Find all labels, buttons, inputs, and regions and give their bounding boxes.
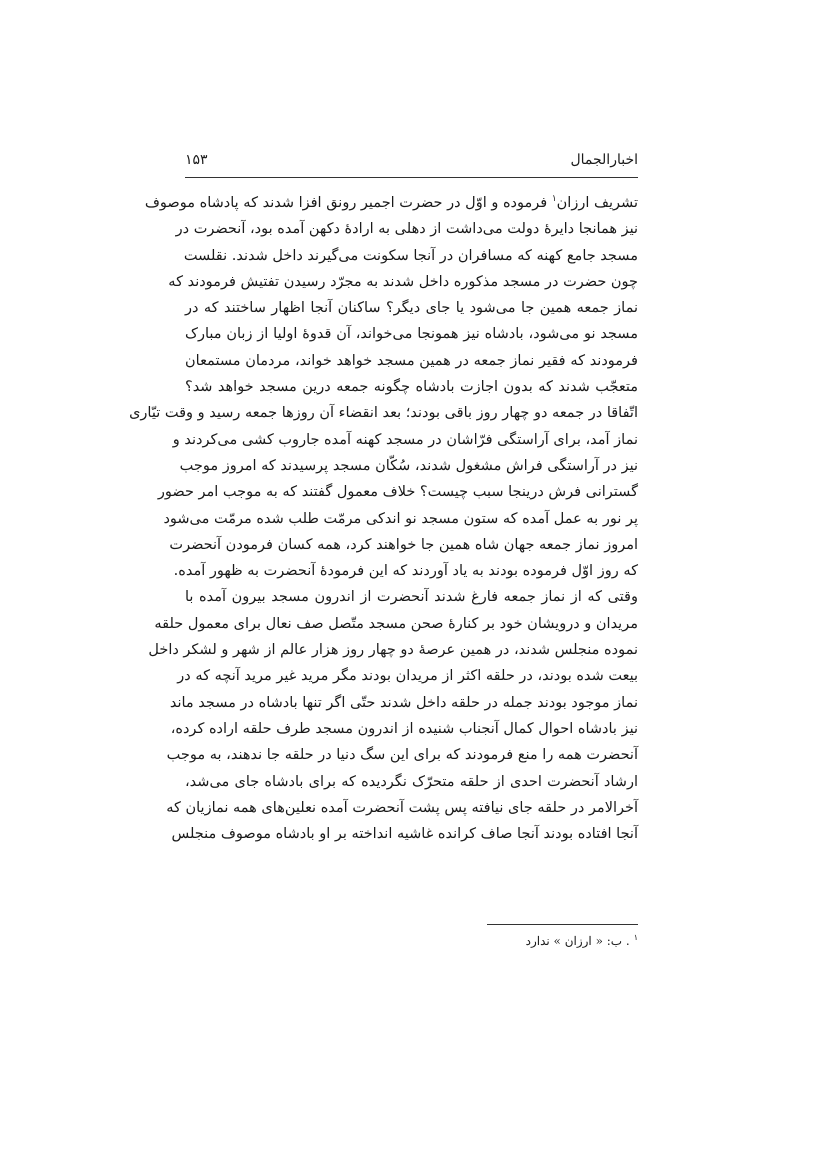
text-line	[144, 190, 638, 216]
text-line: آنجا افتاده بودند آنجا صاف کرانده غاشیه انداخته بر او بادشاه موصوف منجلس	[171, 826, 638, 843]
text-line: نماز موجود بودند جمله در حلقه داخل شدند حتّی اگر تنها بادشاه در مسجد ماند	[169, 694, 638, 711]
page-header	[185, 148, 638, 174]
text-line: که روز اوّل فرموده بودند به یاد آوردند که این فرمودهٔ آنحضرت به ظهور آمده.	[173, 563, 638, 580]
text-line: نیز در آراستگی فراش مشغول شدند، سُکّان مسجد پرسیدند که امروز موجب	[179, 457, 638, 474]
page-number: ۱۵۳	[185, 152, 208, 168]
text-line-start: تشریف ارزان	[556, 195, 638, 211]
text-line: فرمودند که فقیر نماز جمعه در همین مسجد خواهد خواند، مردمان مستمعان	[185, 352, 638, 369]
text-line: نیز بادشاه احوال کمال آنجناب شنیده از اندرون مسجد طرف حلقه اراده کرده،	[170, 720, 638, 737]
text-line: آخرالامر در حلقه جای نیافته پس پشت آنحضرت آمده نعلین‌های همه نمازیان که	[166, 799, 638, 816]
footnote	[185, 930, 638, 952]
text-line-end: فرموده و اوّل در حضرت اجمیر رونق افزا شدند که پادشاه موصوف	[144, 195, 548, 211]
text-line: آنحضرت همه را منع فرمودند که برای این سگ دنیا در حلقه جا ندهند، به موجب	[166, 747, 638, 764]
text-line: چون حضرت در مسجد مذکوره داخل شدند به مجرّد رسیدن تفتیش فرمودند که	[168, 273, 638, 290]
text-line: وقتی که از نماز جمعه فارغ شدند آنحضرت از اندرون مسجد بیرون آمده با	[185, 589, 638, 606]
text-line: مریدان و درویشان خود بر کنارهٔ صحن مسجد متّصل صف نعال برای معمول حلقه	[154, 615, 638, 632]
text-line: متعجّب شدند که بدون اجازت بادشاه چگونه جمعه درین مسجد خواهد شد؟	[185, 379, 638, 396]
text-line: نماز آمد، برای آراستگی فرّاشان در مسجد کهنه آمده جاروب کشی می‌کردند و	[172, 431, 638, 448]
text-line: نموده منجلس شدند، در همین عرصهٔ دو چهار روز هزار عالم از شهر و لشکر داخل	[148, 642, 638, 659]
footnote-mark: ۱	[633, 933, 638, 942]
text-line: نماز جمعه همین جا می‌شود یا جای دیگر؟ ساکنان آنجا اظهار ساختند که در	[185, 300, 638, 317]
text-line: اتّفاقا در جمعه دو چهار روز باقی بودند؛ بعد انقضاء آن روزها جمعه رسید و وقت تیّاری	[129, 405, 638, 422]
text-line: ارشاد آنحضرت احدی از حلقه متحرّک نگردیده که برای بادشاه جای می‌شد،	[185, 773, 638, 790]
header-rule	[185, 177, 638, 178]
footnote-rule	[487, 924, 638, 925]
text-line: نیز همانجا دایرهٔ دولت می‌داشت از دهلی به ارادهٔ دکهن آمده بود، آنحضرت در	[175, 221, 638, 238]
footnote-text: . ب: « ارزان » ندارد	[525, 934, 630, 948]
body-text	[129, 190, 638, 847]
text-line: پر نور به عمل آمده که ستون مسجد نو اندکی مرمّت طلب شده مرمّت می‌شود	[163, 510, 638, 527]
text-line: مسجد نو می‌شود، بادشاه نیز همونجا می‌خواند، آن قدوهٔ اولیا از زبان مبارک	[185, 326, 638, 343]
text-line: مسجد جامع کهنه که مسافران در آنجا سکونت می‌گیرند داخل شدند. نقلست	[183, 247, 638, 264]
text-line: بیعت شده بودند، در حلقه اکثر از مریدان بودند مگر مرید غیر مرید آنچه که در	[177, 668, 638, 685]
text-line: امروز نماز جمعه جهان شاه همین جا خواهند کرد، همه کسان فرمودن آنحضرت	[169, 536, 638, 553]
footnote-reference[interactable]: ۱	[551, 194, 557, 205]
text-line: گسترانی فرش درینجا سبب چیست؟ خلاف معمول گفتند که به موجب امر حضور	[157, 484, 638, 501]
running-title: اخبارالجمال	[570, 152, 638, 168]
